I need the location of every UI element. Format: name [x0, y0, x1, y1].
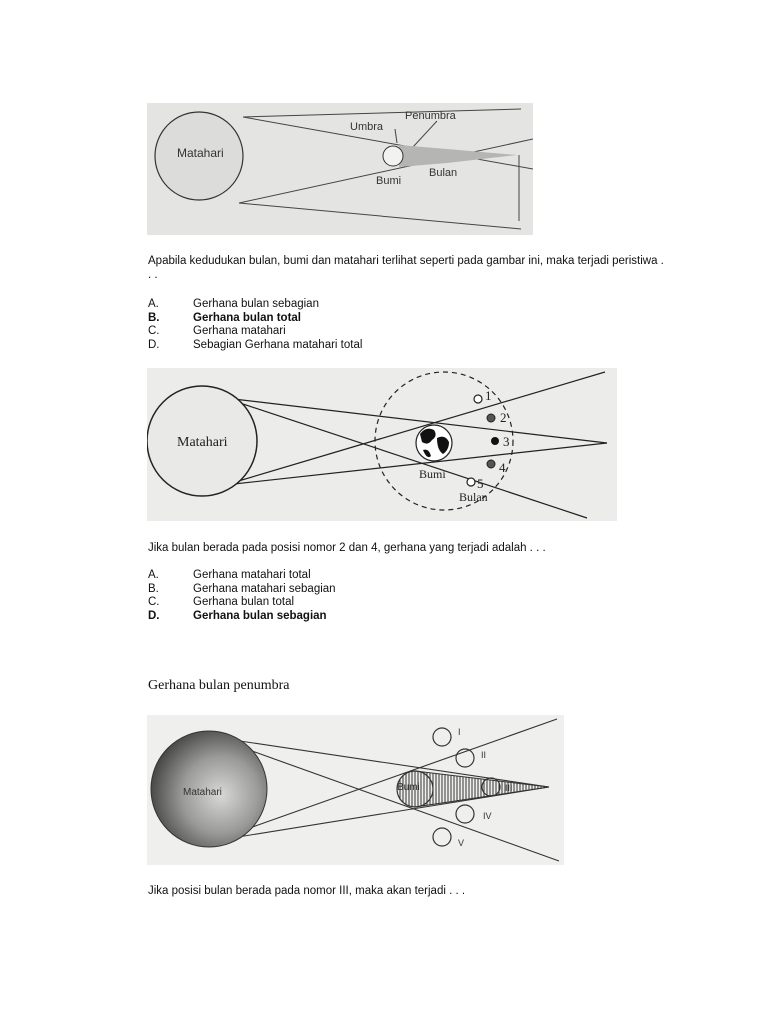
option-d: D. Gerhana bulan sebagian: [148, 609, 327, 622]
question-3-text: Jika posisi bulan berada pada nomor III, maka akan terjadi . . .: [148, 885, 466, 897]
sun-label: Matahari: [183, 787, 222, 798]
option-d: D. Sebagian Gerhana matahari total: [148, 338, 363, 351]
earth-circle-icon: [383, 146, 403, 166]
moon-position-4-icon: [487, 460, 495, 468]
eclipse-diagram-2: [147, 368, 617, 521]
option-a: A. Gerhana bulan sebagian: [148, 298, 319, 310]
option-c: C. Gerhana bulan total: [148, 596, 295, 608]
position-v-label: V: [458, 838, 465, 848]
position-i-label: I: [458, 727, 461, 737]
position-2-label: 2: [500, 410, 507, 425]
sun-label: Matahari: [177, 146, 224, 160]
position-ii-label: II: [481, 750, 487, 760]
position-iii-label: III: [505, 783, 513, 793]
position-iv-label: IV: [483, 811, 492, 821]
moon-position-3-icon: [491, 437, 499, 445]
moon-label: Bulan: [459, 490, 488, 504]
eclipse-diagram-3: [147, 715, 564, 865]
question-2-options: [148, 569, 336, 623]
moon-position-2-icon: [487, 414, 495, 422]
question-1-text: Apabila kedudukan bulan, bumi dan matahari terlihat seperti pada gambar ini, maka terjadi peristiwa . . .: [148, 255, 664, 281]
earth-label: Bumi: [397, 782, 420, 793]
question-1-options: [148, 298, 362, 352]
diagram-3-svg: [147, 715, 564, 865]
position-4-label: 4: [499, 460, 506, 475]
eclipse-diagram-1: [147, 103, 533, 235]
position-5-label: 5: [477, 476, 484, 491]
option-b: B. Gerhana matahari sebagian: [148, 582, 336, 595]
option-b: B. Gerhana bulan total: [148, 311, 301, 324]
penumbra-label: Penumbra: [405, 110, 456, 122]
earth-label: Bumi: [419, 467, 446, 481]
moon-label: Bulan: [429, 167, 458, 179]
moon-position-1-icon: [474, 395, 482, 403]
earth-label: Bumi: [376, 175, 402, 187]
umbra-label: Umbra: [350, 121, 384, 133]
diagram-2-svg: [147, 368, 617, 521]
sun-label: Matahari: [177, 435, 228, 450]
diagram-1-svg: [147, 103, 533, 235]
section-heading: Gerhana bulan penumbra: [148, 678, 290, 693]
moon-position-5-icon: [467, 478, 475, 486]
option-a: A. Gerhana matahari total: [148, 569, 311, 581]
question-2-text: Jika bulan berada pada posisi nomor 2 dan 4, gerhana yang terjadi adalah . . .: [148, 542, 546, 554]
position-3-label: 3: [503, 434, 510, 449]
position-1-label: 1: [485, 388, 492, 403]
option-c: C. Gerhana matahari: [148, 325, 286, 337]
